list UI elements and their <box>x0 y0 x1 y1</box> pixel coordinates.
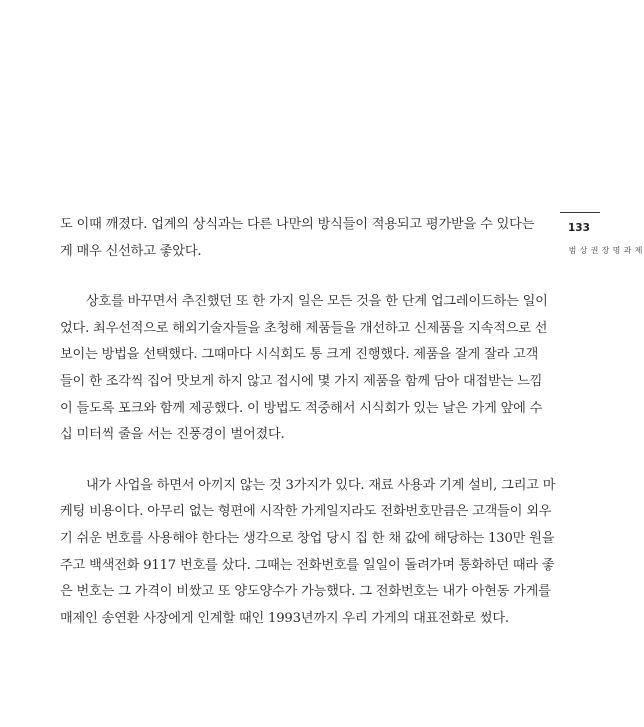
text-line: 은 번호는 그 가격이 비쌌고 또 양도양수가 가능했다. 그 전화번호는 내가 아현동 가게를 <box>60 584 551 600</box>
margin-rule <box>560 212 600 213</box>
running-title: 제과명장 권상범 <box>568 246 643 255</box>
text-line: 주고 백색전화 9117 번호를 샀다. 그때는 전화번호를 일일이 돌려가며 통화하던 때라 좋 <box>60 557 555 573</box>
text-line: 도 이때 깨졌다. 업계의 상식과는 다른 나만의 방식들이 적용되고 평가받을 수 있다는 <box>60 217 535 232</box>
text-line: 상호를 바꾸면서 추진했던 또 한 가지 일은 모든 것을 한 단계 업그레이드하는 일이 <box>86 294 548 310</box>
paragraph-3 <box>60 473 556 633</box>
text-line: 었다. 최우선적으로 해외기술자들을 초청해 제품들을 개선하고 신제품을 지속적으로 선 <box>60 320 548 336</box>
text-line: 내가 사업을 하면서 아끼지 않는 것 3가지가 있다. 재료 사용과 기계 설비, 그리고 마 <box>86 477 556 493</box>
page-number: 133 <box>568 222 590 234</box>
text-line: 이 들도록 포크와 함께 제공했다. 이 방법도 적중해서 시식회가 있는 날은 가게 앞에 수 <box>60 400 543 416</box>
text-line: 게 매우 신선하고 좋았다. <box>60 243 202 259</box>
text-line: 들이 한 조각씩 집어 맛보게 하지 않고 접시에 몇 가지 제품을 함께 담아 대접받는 느낌 <box>60 373 543 389</box>
paragraph-1 <box>60 212 535 265</box>
text-line: 십 미터씩 줄을 서는 진풍경이 벌어졌다. <box>60 427 285 443</box>
paragraph-2 <box>60 289 548 449</box>
text-line: 기 쉬운 번호를 사용해야 한다는 생각으로 창업 당시 집 한 채 값에 해당하는 130만 원을 <box>60 530 555 546</box>
text-line: 케팅 비용이다. 아무리 없는 형편에 시작한 가게일지라도 전화번호만큼은 고객들이 외우 <box>60 504 552 520</box>
text-line: 매제인 송연환 사장에게 인계할 때인 1993년까지 우리 가게의 대표전화로 썼다. <box>60 610 509 626</box>
text-line: 보이는 방법을 선택했다. 그때마다 시식회도 통 크게 진행했다. 제품을 잘게 잘라 고객 <box>60 347 539 363</box>
page-body <box>60 212 556 656</box>
